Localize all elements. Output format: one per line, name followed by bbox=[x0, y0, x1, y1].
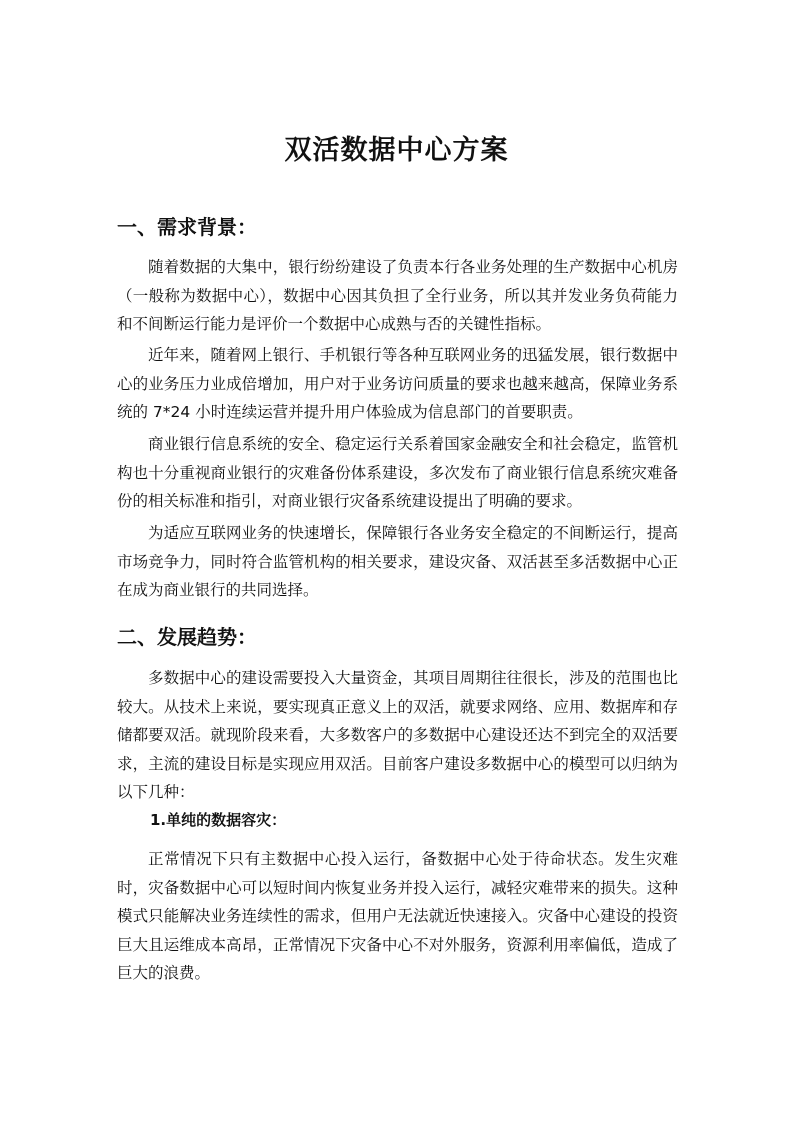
subsection-heading-data-disaster-recovery: 1.单纯的数据容灾： bbox=[150, 811, 287, 829]
paragraph: 多数据中心的建设需要投入大量资金，其项目周期往往很长，涉及的范围也比较大。从技术上来说，要实现真正意义上的双活，就要求网络、应用、数据库和存储都要双活。就现阶段来看，大多数客户的多数据中心建设还达不到完全的双活要求，主流的建设目标是实现应用双活。目前客户建设多数据中心的模型可以归纳为以下几种： bbox=[117, 669, 678, 801]
paragraph: 正常情况下只有主数据中心投入运行，备数据中心处于待命状态。发生灾难时，灾备数据中心可以短时间内恢复业务并投入运行，减轻灾难带来的损失。这种模式只能解决业务连续性的需求，但用户无法就近快速接入。灾备中心建设的投资巨大且运维成本高昂，正常情况下灾备中心不对外服务，资源利用率偏低，造成了巨大的浪费。 bbox=[117, 850, 678, 982]
paragraph: 近年来，随着网上银行、手机银行等各种互联网业务的迅猛发展，银行数据中心的业务压力业成倍增加，用户对于业务访问质量的要求也越来越高，保障业务系统的 7*24 小时连续运营并提升用户体验成为信息部门的首要职责。 bbox=[117, 346, 678, 421]
paragraph: 随着数据的大集中，银行纷纷建设了负责本行各业务处理的生产数据中心机房（一般称为数据中心），数据中心因其负担了全行业务，所以其并发业务负荷能力和不间断运行能力是评价一个数据中心成熟与否的关键性指标。 bbox=[117, 258, 678, 333]
paragraph: 为适应互联网业务的快速增长，保障银行各业务安全稳定的不间断运行，提高市场竞争力，同时符合监管机构的相关要求，建设灾备、双活甚至多活数据中心正在成为商业银行的共同选择。 bbox=[117, 524, 678, 599]
section-heading-trend: 二、发展趋势： bbox=[117, 625, 257, 649]
paragraph: 商业银行信息系统的安全、稳定运行关系着国家金融安全和社会稳定，监管机构也十分重视商业银行的灾难备份体系建设，多次发布了商业银行信息系统灾难备份的相关标准和指引，对商业银行灾备系统建设提出了明确的要求。 bbox=[117, 435, 678, 510]
document-title: 双活数据中心方案 bbox=[284, 135, 509, 166]
section-heading-background: 一、需求背景： bbox=[117, 215, 257, 239]
